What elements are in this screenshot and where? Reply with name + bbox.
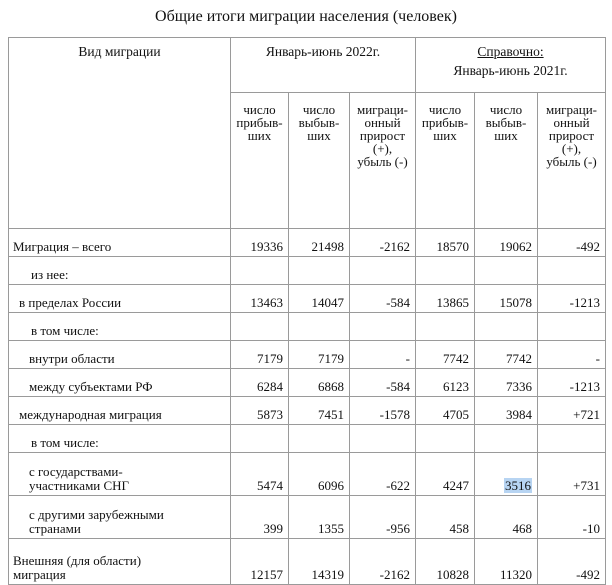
header-reference-period: Январь-июнь 2021г. xyxy=(453,63,568,78)
header-period-2021 xyxy=(416,38,606,93)
row-label: Внешняя (для области) миграция xyxy=(9,539,231,585)
table-row xyxy=(9,257,606,285)
header-net-migration: миграци- онный прирост (+), убыль (-) xyxy=(350,93,416,229)
header-reference-label: Справочно: xyxy=(477,44,544,59)
row-label: из нее: xyxy=(9,257,231,285)
header-arrivals-ref: число прибыв- ших xyxy=(416,93,475,229)
table-row: с другими зарубежными странами 399 1355 -956 458 468 -10 xyxy=(9,496,606,539)
migration-table xyxy=(8,37,606,585)
table-row xyxy=(9,425,606,453)
header-departures: число выбыв- ших xyxy=(289,93,350,229)
highlighted-value[interactable]: 3516 xyxy=(505,478,531,493)
row-label: внутри области xyxy=(9,341,231,369)
row-label: между субъектами РФ xyxy=(9,369,231,397)
row-label: международная миграция xyxy=(9,397,231,425)
table-row: Внешняя (для области) миграция 12157 14319 -2162 10828 11320 -492 xyxy=(9,539,606,585)
table-row xyxy=(9,313,606,341)
header-row-periods xyxy=(9,38,606,93)
row-label: с другими зарубежными странами xyxy=(9,496,231,539)
table-title: Общие итоги миграции населения (человек) xyxy=(155,8,457,25)
table-row: между субъектами РФ 6284 6868 -584 6123 7336 -1213 xyxy=(9,369,606,397)
row-label: в том числе: xyxy=(9,313,231,341)
row-label: с государствами- участниками СНГ xyxy=(9,453,231,496)
table-row: международная миграция 5873 7451 -1578 4705 3984 +721 xyxy=(9,397,606,425)
table-row: в пределах России 13463 14047 -584 13865 15078 -1213 xyxy=(9,285,606,313)
header-period-2022: Январь-июнь 2022г. xyxy=(231,38,416,93)
row-label: Миграция – всего xyxy=(9,229,231,257)
table-row: внутри области 7179 7179 - 7742 7742 - xyxy=(9,341,606,369)
header-migration-type: Вид миграции xyxy=(9,38,231,229)
row-label: в том числе: xyxy=(9,425,231,453)
table-row: Миграция – всего 19336 21498 -2162 18570 19062 -492 xyxy=(9,229,606,257)
header-net-migration-ref: миграци- онный прирост (+), убыль (-) xyxy=(538,93,606,229)
row-label: в пределах России xyxy=(9,285,231,313)
table-row: с государствами- участниками СНГ 5474 6096 -622 4247 3516 +731 xyxy=(9,453,606,496)
header-departures-ref: число выбыв- ших xyxy=(475,93,538,229)
header-arrivals: число прибыв- ших xyxy=(231,93,289,229)
